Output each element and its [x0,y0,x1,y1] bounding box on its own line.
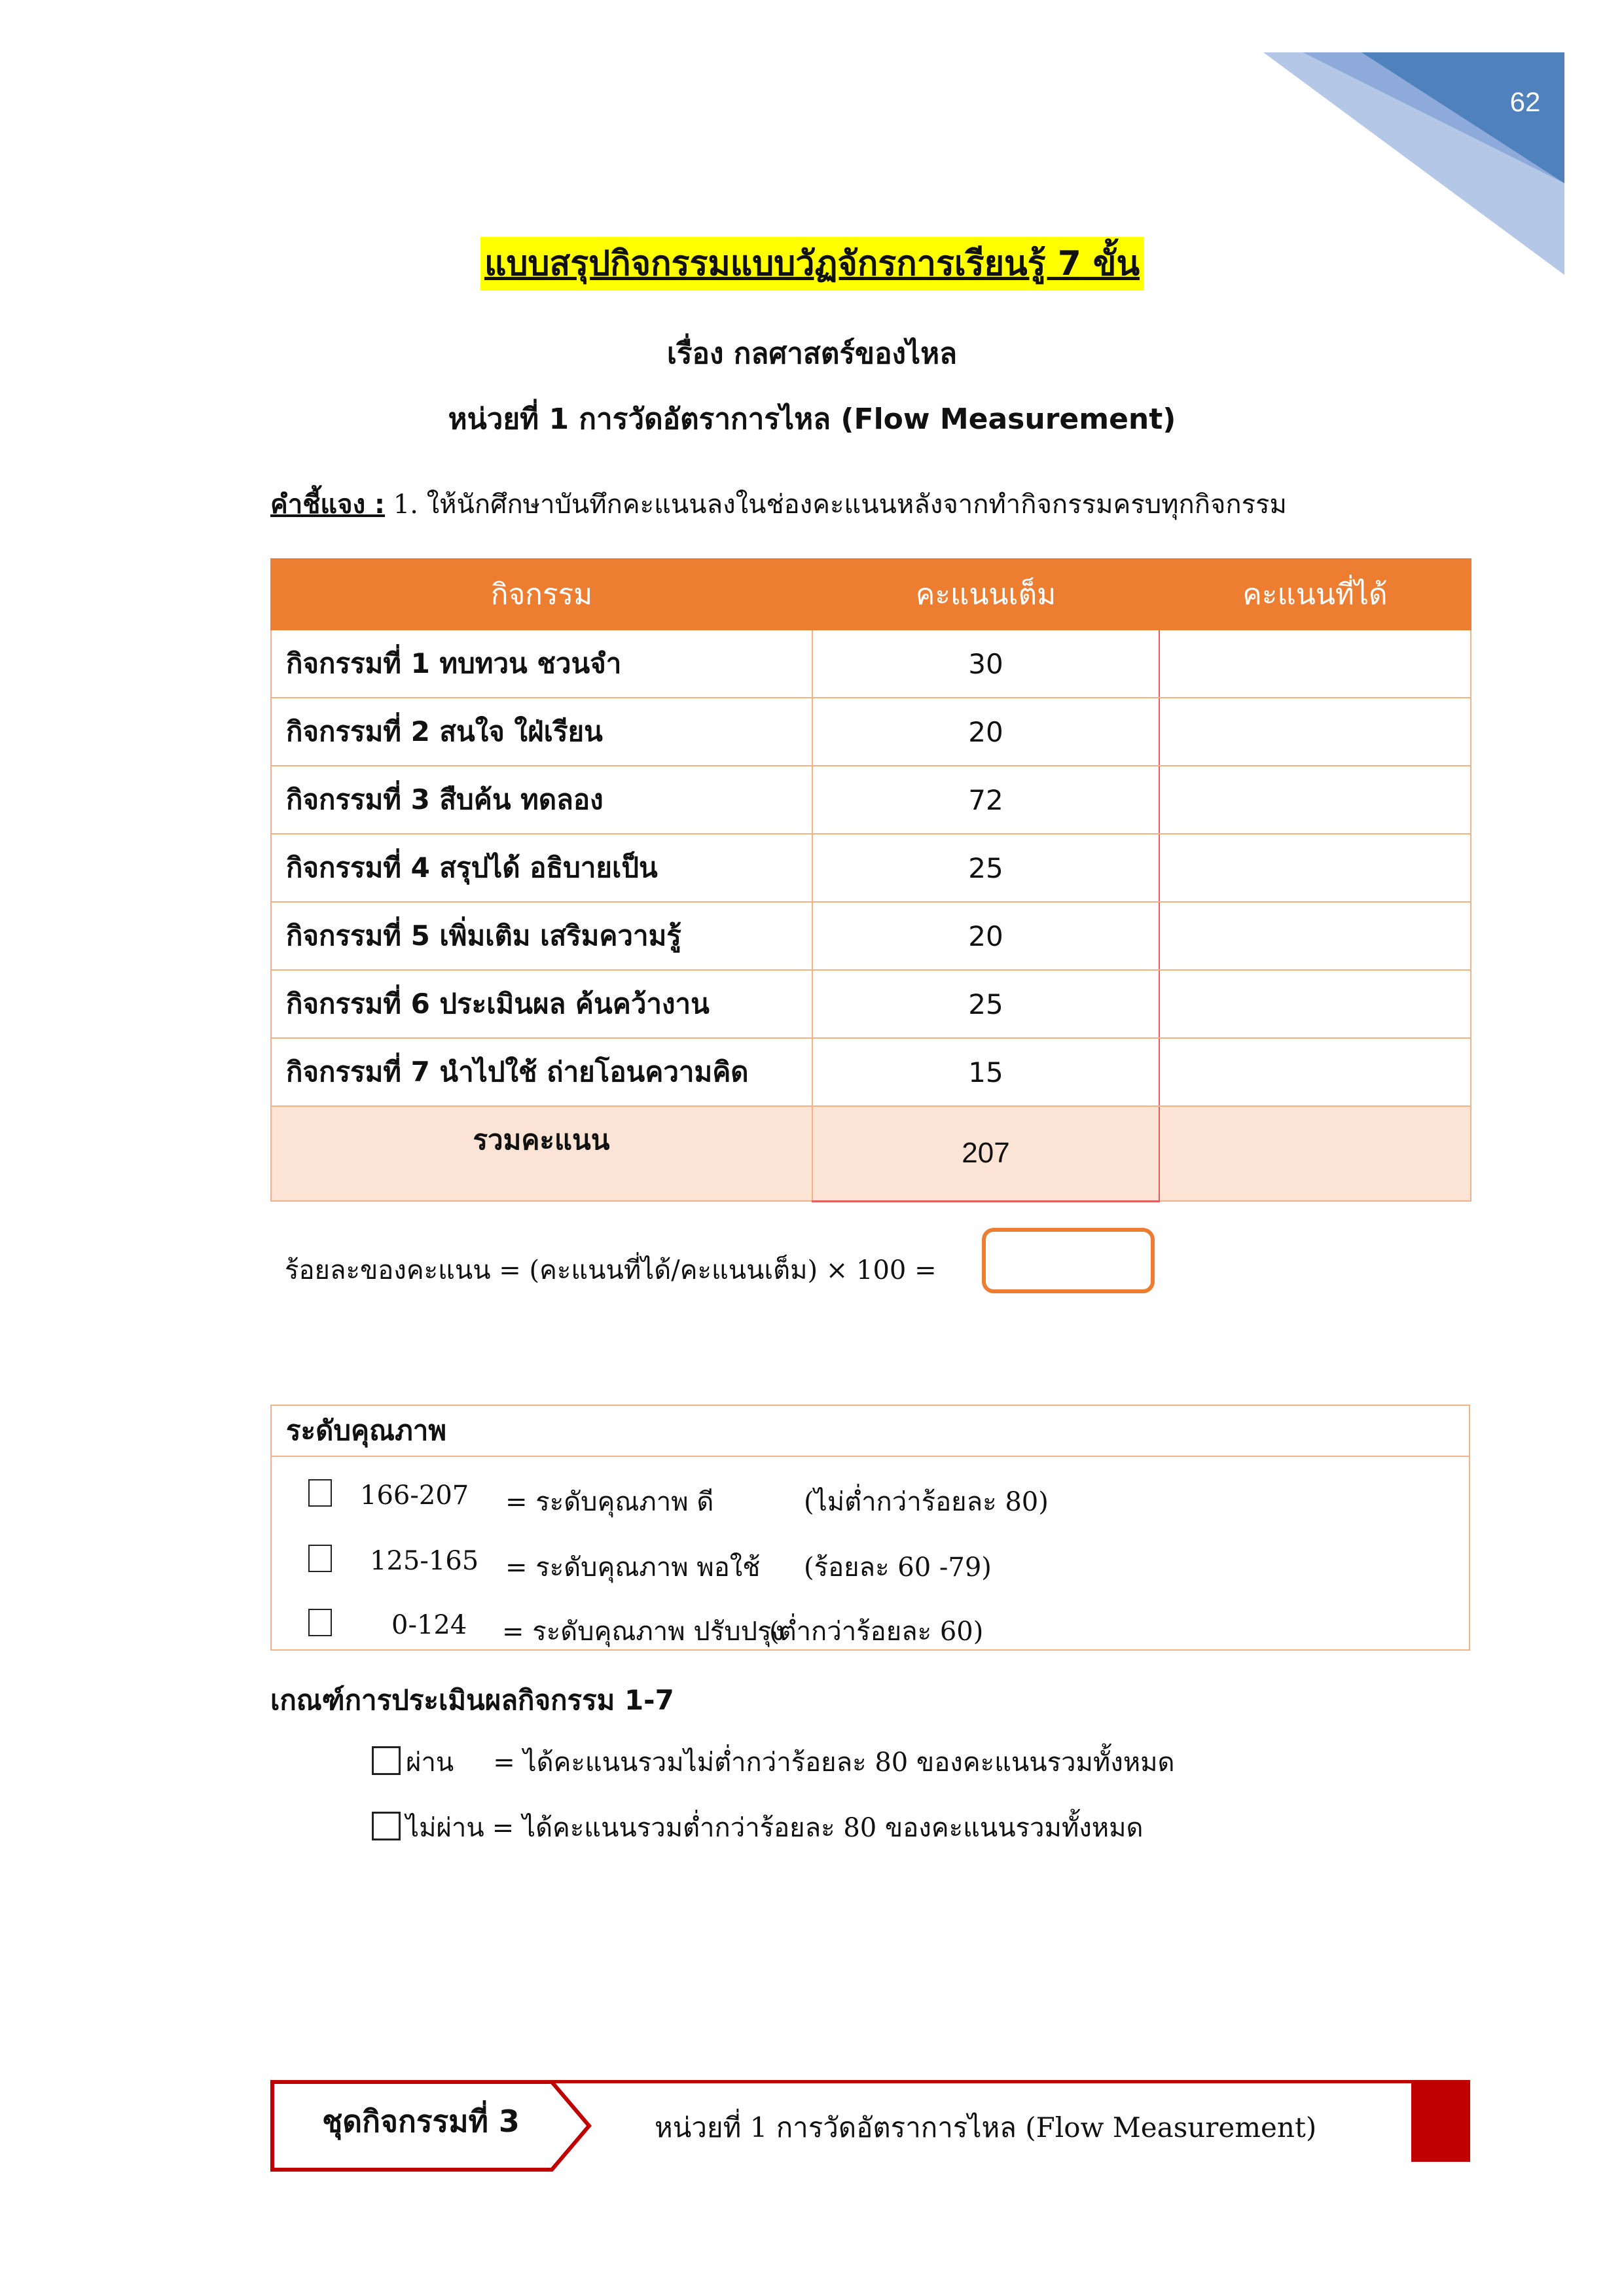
earned-score-cell[interactable] [1159,970,1471,1038]
activity-name: กิจกรรมที่ 2 สนใจ ใฝ่เรียน [271,698,812,766]
earned-score-cell[interactable] [1159,1038,1471,1106]
page-title: แบบสรุปกิจกรรมแบบวัฏจักรการเรียนรู้ 7 ขั้น [480,237,1144,291]
earned-score-cell[interactable] [1159,902,1471,970]
full-score: 30 [812,630,1159,698]
table-header-row [271,559,1471,630]
page-number: 62 [1509,86,1541,117]
quality-level: = ระดับคุณภาพ พอใช้ [505,1552,761,1583]
instructions-text: 1. ให้นักศึกษาบันทึกคะแนนลงในช่องคะแนนหลังจากทำกิจกรรมครบทุกกิจกรรม [385,490,1287,520]
criteria-item-fail [372,1806,1143,1848]
criteria-text: = ได้คะแนนรวมต่ำกว่าร้อยละ 80 ของคะแนนรวมทั้งหมด [492,1813,1144,1843]
checkbox[interactable] [308,1609,332,1636]
table-row [271,834,1471,902]
total-row [271,1106,1471,1201]
criteria-label: ผ่าน [406,1748,454,1778]
total-label: รวมคะแนน [271,1106,812,1201]
topic-heading: เรื่อง กลศาสตร์ของไหล [666,337,958,370]
quality-level: = ระดับคุณภาพ ปรับปรุง [502,1617,785,1647]
table-row [271,970,1471,1038]
earned-score-cell[interactable] [1159,766,1471,834]
instructions-label: คำชี้แจง : [270,490,386,520]
quality-note: (ร้อยละ 60 -79) [804,1552,992,1583]
total-full-score: 207 [812,1106,1159,1201]
earned-score-cell[interactable] [1159,630,1471,698]
quality-note: (ต่ำกว่าร้อยละ 60) [769,1617,984,1647]
activity-name: กิจกรรมที่ 6 ประเมินผล ค้นคว้างาน [271,970,812,1038]
activity-name: กิจกรรมที่ 1 ทบทวน ชวนจำ [271,630,812,698]
instructions [270,483,1287,525]
full-score: 15 [812,1038,1159,1106]
full-score: 20 [812,902,1159,970]
footer-accent-block [1411,2083,1470,2162]
activity-name: กิจกรรมที่ 5 เพิ่มเติม เสริมความรู้ [271,902,812,970]
table-row [271,698,1471,766]
earned-score-cell[interactable] [1159,834,1471,902]
criteria-heading: เกณฑ์การประเมินผลกิจกรรม 1-7 [270,1684,674,1716]
percentage-formula: ร้อยละของคะแนน = (คะแนนที่ได้/คะแนนเต็ม) × 100 = [285,1255,937,1285]
table-row [271,902,1471,970]
quality-note: (ไม่ต่ำกว่าร้อยละ 80) [804,1487,1049,1517]
column-header-activity: กิจกรรม [271,559,812,630]
quality-range: 166-207 [360,1480,469,1511]
column-header-full-score: คะแนนเต็ม [812,559,1159,630]
quality-heading: ระดับคุณภาพ [272,1406,1469,1457]
activity-name: กิจกรรมที่ 4 สรุปได้ อธิบายเป็น [271,834,812,902]
full-score: 25 [812,970,1159,1038]
earned-score-cell[interactable] [1159,698,1471,766]
criteria-item-pass [372,1741,1174,1783]
criteria-label: ไม่ผ่าน [406,1813,484,1843]
full-score: 20 [812,698,1159,766]
unit-heading: หน่วยที่ 1 การวัดอัตราการไหล (Flow Measurement) [448,403,1176,436]
footer-activity-set: ชุดกิจกรรมที่ 3 [322,2104,520,2139]
activity-name: กิจกรรมที่ 7 นำไปใช้ ถ่ายโอนความคิด [271,1038,812,1106]
footer-unit-title: หน่วยที่ 1 การวัดอัตราการไหล (Flow Measurement) [655,2111,1317,2144]
quality-levels-box [270,1405,1470,1651]
column-header-earned-score: คะแนนที่ได้ [1159,559,1471,630]
quality-level: = ระดับคุณภาพ ดี [505,1487,714,1517]
full-score: 25 [812,834,1159,902]
checkbox[interactable] [372,1812,401,1840]
total-earned-score-cell[interactable] [1159,1106,1471,1201]
checkbox[interactable] [308,1545,332,1572]
title-wrap [0,237,1624,291]
table-row [271,766,1471,834]
full-score: 72 [812,766,1159,834]
checkbox[interactable] [372,1746,401,1775]
score-table [270,558,1471,1202]
activity-name: กิจกรรมที่ 3 สืบค้น ทดลอง [271,766,812,834]
percentage-result-box[interactable] [982,1228,1155,1293]
checkbox[interactable] [308,1479,332,1507]
quality-range: 0-124 [391,1610,467,1640]
table-row [271,630,1471,698]
criteria-text: = ได้คะแนนรวมไม่ต่ำกว่าร้อยละ 80 ของคะแนนรวมทั้งหมด [493,1748,1175,1778]
quality-range: 125-165 [370,1546,479,1576]
table-row [271,1038,1471,1106]
